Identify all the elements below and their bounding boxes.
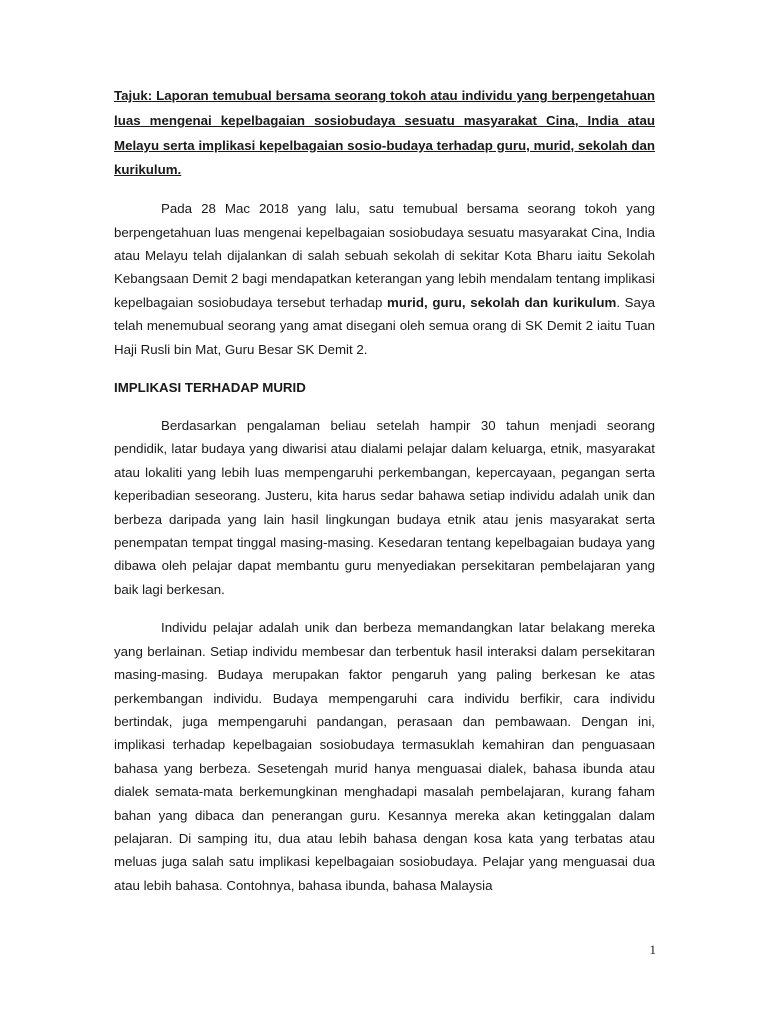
section-heading: IMPLIKASI TERHADAP MURID	[114, 380, 306, 396]
document-title: Tajuk: Laporan temubual bersama seorang tokoh atau individu yang berpengetahuan luas mengenai kepelbagaian sosiobudaya sesuatu masyarakat Cina, India atau Melayu serta implikasi kepelbagaian sosio-budaya terhadap guru, murid, sekolah dan kurikulum.	[114, 88, 655, 178]
paragraph-2: Individu pelajar adalah unik dan berbeza memandangkan latar belakang mereka yang berlainan. Setiap individu membesar dan terbentuk hasil interaksi dalam persekitaran masing-masing. Budaya merupakan faktor pengaruh yang paling berkesan ke atas perkembangan individu. Budaya mempengaruhi cara individu berfikir, cara individu bertindak, juga mempengaruhi pandangan, perasaan dan pembawaan. Dengan ini, implikasi terhadap kepelbagaian sosiobudaya termasuklah kemahiran dan penguasaan bahasa yang berbeza. Sesetengah murid hanya menguasai dialek, bahasa ibunda atau dialek semata-mata berkemungkinan menghadapi masalah pembelajaran, kurang faham bahan yang dibaca dan penerangan guru. Kesannya mereka akan ketinggalan dalam pelajaran. Di samping itu, dua atau lebih bahasa dengan kosa kata yang terbatas atau meluas juga salah satu implikasi kepelbagaian sosiobudaya. Pelajar yang menguasai dua atau lebih bahasa. Contohnya, bahasa ibunda, bahasa Malaysia	[114, 620, 655, 893]
intro-paragraph	[114, 197, 655, 361]
intro-text-end: . Saya telah menemubual seorang yang amat disegani oleh semua orang di SK Demit 2 iaitu Tuan Haji Rusli bin Mat, Guru Besar SK Demit 2.	[114, 294, 655, 357]
page-number: 1	[649, 942, 656, 957]
intro-text-start: Pada 28 Mac 2018 yang lalu, satu temubual bersama seorang tokoh yang berpengetahuan luas mengenai kepelbagaian sosiobudaya sesuatu masyarakat Cina, India atau Melayu telah dijalankan di salah sebuah sekolah di sekitar Kota Bharu iaitu Sekolah Kebangsaan Demit 2 bagi mendapatkan keterangan yang lebih mendalam tentang implikasi kepelbagaian sosiobudaya tersebut terhadap	[114, 201, 655, 310]
paragraph-1: Berdasarkan pengalaman beliau setelah hampir 30 tahun menjadi seorang pendidik, latar budaya yang diwarisi atau dialami pelajar dalam keluarga, etnik, masyarakat atau lokaliti yang lebih luas mempengaruhi perkembangan, kepercayaan, pegangan serta keperibadian seseorang. Justeru, kita harus sedar bahawa setiap individu adalah unik dan berbeza daripada yang lain hasil lingkungan budaya etnik atau jenis masyarakat serta penempatan tempat tinggal masing-masing. Kesedaran tentang kepelbagaian budaya yang dibawa oleh pelajar dapat membantu guru menyediakan persekitaran pembelajaran yang baik lagi berkesan.	[114, 418, 655, 597]
document-page	[114, 84, 655, 912]
intro-bold-text: murid, guru, sekolah dan kurikulum	[387, 294, 617, 310]
